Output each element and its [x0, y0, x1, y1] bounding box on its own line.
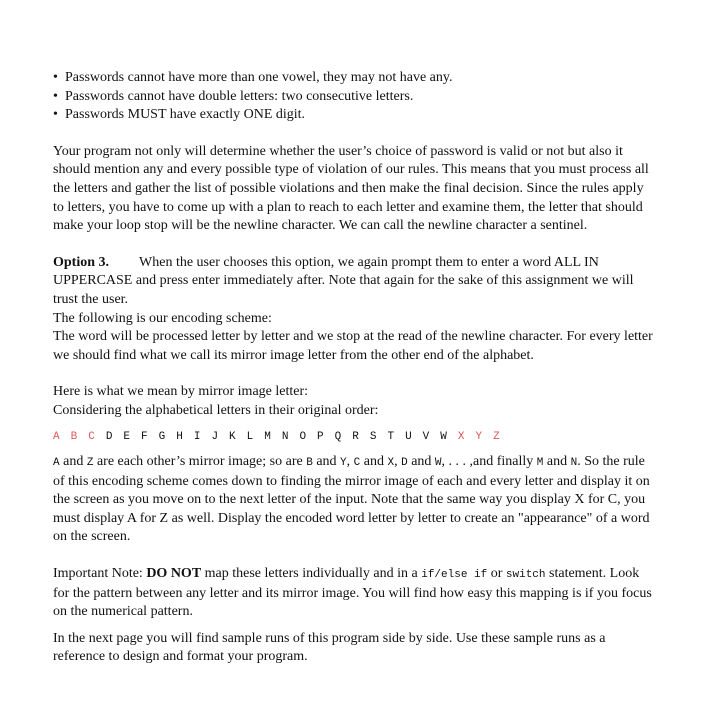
rule-item: • Passwords cannot have more than one vowel, they may not have any.: [53, 69, 653, 88]
bullet-icon: •: [53, 107, 58, 123]
important-note: Important Note: DO NOT map these letters individually and in a if/else if or switch statement. Look for the pattern between any letter and its mirror image. You will find how easy this mapping is if you focus on the numerical pattern.: [53, 566, 652, 620]
encoding-scheme-line: The following is our encoding scheme:: [53, 310, 272, 326]
sample-runs-paragraph: In the next page you will find sample runs of this program side by side. Use these sample runs as a reference to design and format your program.: [53, 630, 606, 665]
alphabet-end-highlight: X Y Z: [457, 430, 502, 443]
mirror-intro: Here is what we mean by mirror image letter:: [53, 384, 309, 400]
option3-paragraph: Option 3. When the user chooses this option, we again prompt them to enter a word ALL IN UPPERCASE and press enter immediately after. Note that again for the sake of this assignment we will trust the user.: [53, 254, 634, 307]
alphabet-start-highlight: A B C: [53, 430, 98, 443]
rule-item: • Passwords cannot have double letters: two consecutive letters.: [53, 88, 653, 107]
bullet-icon: •: [53, 88, 58, 104]
alphabet-row: [53, 428, 653, 447]
considering-line: Considering the alphabetical letters in their original order:: [53, 402, 379, 418]
document-page: [53, 69, 653, 667]
rule-item: • Passwords MUST have exactly ONE digit.: [53, 106, 653, 125]
processing-paragraph: The word will be processed letter by letter and we stop at the read of the newline character. For every letter we should find what we call its mirror image letter from the other end of the alphabet.: [53, 329, 653, 363]
password-rules-list: [53, 69, 653, 125]
validation-paragraph: Your program not only will determine whether the user’s choice of password is valid or not but also it should mention any and every possible type of violation of our rules. This means that you must process all the letters and gather the list of possible violations and then make the final decision. Since the rules apply to letters, you have to come up with a plan to reach to each letter and examine them, the letter that should make your loop stop will be the newline character. We can call the newline character a sentinel.: [53, 143, 649, 234]
mirror-paragraph: A and Z are each other’s mirror image; so are B and Y, C and X, D and W, . . . ,and finally M and N. So the rule of this encoding scheme comes down to finding the mirror image of each and every letter and display it on the screen as you move on to the next letter of the input. Note that the same way you display X for C, you must display A for Z as well. Display the encoded word letter by letter to create an "appearance" of a word on the screen.: [53, 454, 650, 545]
option3-label: Option 3.: [53, 254, 110, 270]
bullet-icon: •: [53, 70, 58, 85]
alphabet-middle: D E F G H I J K L M N O P Q R S T U V W: [105, 430, 450, 443]
